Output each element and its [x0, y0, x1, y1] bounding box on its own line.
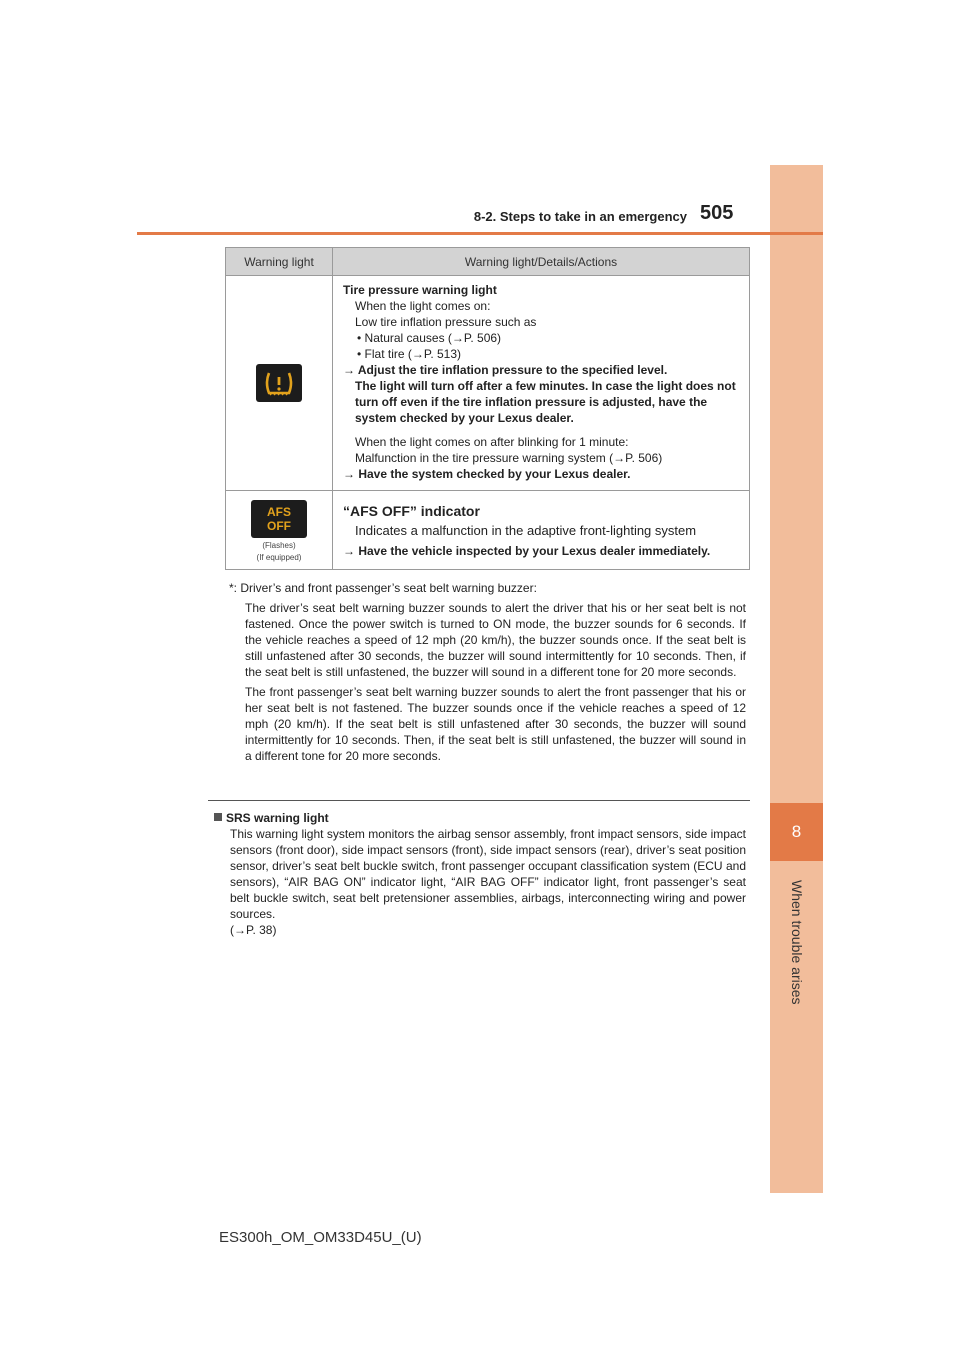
tire-pressure-warning-icon	[256, 364, 302, 402]
note-heading: *: Driver’s and front passenger’s seat belt warning buzzer:	[229, 581, 537, 595]
icon-caption: (If equipped)	[256, 553, 302, 562]
srs-reference: (→P. 38)	[230, 923, 277, 937]
table-row: AFS OFF (Flashes) (If equipped) “AFS OFF” indicator Indicates a malfunction in the adaptive front-lighting system → Have the vehicle inspected by your Lexus dealer immediately.	[226, 491, 750, 570]
section-divider	[208, 800, 750, 801]
chapter-label: When trouble arises	[789, 880, 805, 1005]
icon-caption: (Flashes)	[262, 541, 296, 550]
srs-warning-section	[214, 810, 746, 938]
tire-warning-title: Tire pressure warning light	[343, 283, 497, 297]
afs-off-indicator-icon: AFS OFF	[251, 500, 307, 538]
note-paragraph: The driver’s seat belt warning buzzer sounds to alert the driver that his or her seat belt is not fastened. Once the power switch is turned to ON mode, the buzzer sounds for 6 seconds. If the vehicle reaches a speed of 12 mph (20 km/h), the buzzer sounds once. If the seat belt is still unfastened after 30 seconds, the buzzer will sound intermittently for 10 seconds. Then, if the seat belt is still unfastened, the buzzer will sound in a different tone for 20 more seconds.	[245, 601, 746, 679]
document-code: ES300h_OM_OM33D45U_(U)	[219, 1229, 422, 1246]
chapter-side-tab	[770, 165, 823, 1193]
note-paragraph: The front passenger’s seat belt warning buzzer sounds to alert the front passenger that his or her seat belt is not fastened. The buzzer sounds once if the vehicle reaches a speed of 12 mph (20 km/h). If the seat belt is still unfastened after 30 seconds, the buzzer will sound intermittently for 10 seconds. Then, if the seat belt is still unfastened, the buzzer will sound in a different tone for 20 more seconds.	[245, 685, 746, 763]
col-header-warning-light: Warning light	[226, 248, 333, 276]
srs-body: This warning light system monitors the airbag sensor assembly, front impact sensors, side impact sensors (front door), side impact sensors (front), side impact sensors (rear), driver’s seat position sensor, driver’s seat belt buckle switch, front passenger occupant classification system (ECU and sensors), “AIR BAG ON” indicator light, “AIR BAG OFF” indicator light, front passenger’s seat belt buckle switch, seat belt pretensioner assemblies, airbags, interconnecting wiring and power sources.	[230, 827, 746, 921]
afs-off-title: “AFS OFF” indicator	[343, 503, 480, 519]
seat-belt-buzzer-note	[229, 580, 746, 768]
header-rule	[137, 232, 823, 235]
page-number: 505	[700, 202, 734, 224]
section-title: 8-2. Steps to take in an emergency	[473, 209, 687, 224]
col-header-details: Warning light/Details/Actions	[333, 248, 750, 276]
srs-heading: SRS warning light	[214, 810, 746, 826]
chapter-number: 8	[770, 803, 823, 861]
table-row: Tire pressure warning light When the light comes on: Low tire inflation pressure such as • Natural causes (→P. 506) • Flat tire (→P. 513) → Adjust the tire inflation pressure to the specified level. The light will turn off after a few minutes. In case the light does not turn off even if the tire inflation pressure is adjusted, have the system checked by your Lexus dealer. When the light comes on after blinking for 1 minute: Malfunction in the tire pressure warning system (→P. 506) → Have the system checked by your Lexus dealer.	[226, 276, 750, 491]
warning-light-table	[225, 247, 750, 570]
